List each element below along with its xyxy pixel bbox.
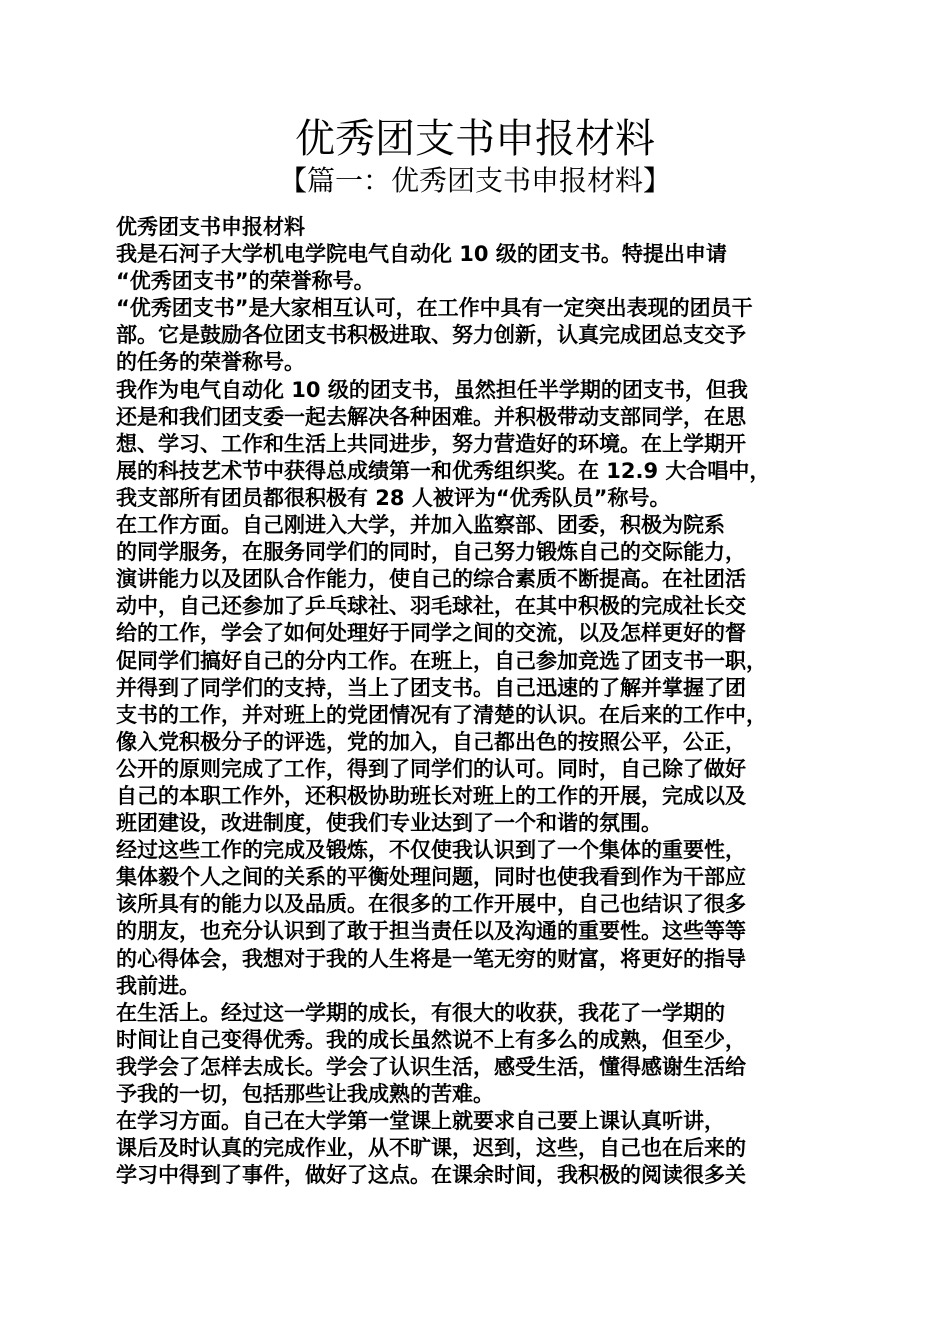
body-text-line: 动中，自己还参加了乒乓球社、羽毛球社，在其中积极的完成社长交	[116, 594, 746, 619]
body-text-line: 集体毅个人之间的关系的平衡处理问题，同时也使我看到作为干部应	[116, 865, 746, 890]
body-text-line: 我前进。	[116, 973, 200, 998]
body-text-line: 时间让自己变得优秀。我的成长虽然说不上有多么的成熟，但至少，	[116, 1027, 746, 1052]
body-text-line: 我是石河子大学机电学院电气自动化 10 级的团支书。特提出申请	[116, 242, 727, 267]
body-text-line: 班团建设，改进制度，使我们专业达到了一个和谐的氛围。	[116, 811, 662, 836]
document-body	[116, 214, 840, 1189]
body-text-line: 支书的工作，并对班上的党团情况有了清楚的认识。在后来的工作中，	[116, 702, 767, 727]
body-text-line: 的同学服务，在服务同学们的同时，自己努力锻炼自己的交际能力，	[116, 540, 746, 565]
document-subtitle: 【篇一：优秀团支书申报材料】	[278, 164, 671, 197]
body-text-line: 公开的原则完成了工作，得到了同学们的认可。同时，自己除了做好	[116, 756, 746, 781]
body-text-line: 在学习方面。自己在大学第一堂课上就要求自己要上课认真听讲，	[116, 1109, 725, 1134]
body-text-line: 我学会了怎样去成长。学会了认识生活，感受生活，懂得感谢生活给	[116, 1054, 746, 1079]
body-text-line: 的心得体会，我想对于我的人生将是一笔无穷的财富，将更好的指导	[116, 946, 746, 971]
body-text-line: 想、学习、工作和生活上共同进步，努力营造好的环境。在上学期开	[116, 431, 746, 456]
body-text-line: 该所具有的能力以及品质。在很多的工作开展中，自己也结识了很多	[116, 892, 746, 917]
body-text-line: 促同学们搞好自己的分内工作。在班上，自己参加竞选了团支书一职，	[116, 648, 767, 673]
body-text-line: 课后及时认真的完成作业，从不旷课，迟到，这些，自己也在后来的	[116, 1136, 746, 1161]
body-text-line: 我作为电气自动化 10 级的团支书，虽然担任半学期的团支书，但我	[116, 377, 748, 402]
document-title: 优秀团支书申报材料	[295, 116, 655, 162]
body-text-line: 我支部所有团员都很积极有 28 人被评为“优秀队员”称号。	[116, 485, 671, 510]
body-text-line: 还是和我们团支委一起去解决各种困难。并积极带动支部同学，在思	[116, 404, 746, 429]
body-text-line: 学习中得到了事件，做好了这点。在课余时间，我积极的阅读很多关	[116, 1163, 746, 1188]
body-text-line: 像入党积极分子的评选，党的加入，自己都出色的按照公平，公正，	[116, 729, 746, 754]
body-text-line: 在生活上。经过这一学期的成长，有很大的收获，我花了一学期的	[116, 1000, 725, 1025]
body-text-line: 展的科技艺术节中获得总成绩第一和优秀组织奖。在 12.9 大合唱中，	[116, 458, 771, 483]
body-text-line: 经过这些工作的完成及锻炼，不仅使我认识到了一个集体的重要性，	[116, 838, 746, 863]
body-text-line: 自己的本职工作外，还积极协助班长对班上的工作的开展，完成以及	[116, 783, 746, 808]
body-text-line: “优秀团支书”是大家相互认可，在工作中具有一定突出表现的团员干	[116, 296, 753, 321]
body-text-line: 并得到了同学们的支持，当上了团支书。自己迅速的了解并掌握了团	[116, 675, 746, 700]
body-text-line: 在工作方面。自己刚进入大学，并加入监察部、团委，积极为院系	[116, 513, 725, 538]
body-text-line: “优秀团支书”的荣誉称号。	[116, 269, 375, 294]
body-text-line: 优秀团支书申报材料	[116, 215, 305, 239]
body-text-line: 部。它是鼓励各位团支书积极进取、努力创新，认真完成团总支交予	[116, 323, 746, 348]
body-text-line: 的任务的荣誉称号。	[116, 350, 305, 375]
body-text-line: 的朋友，也充分认识到了敢于担当责任以及沟通的重要性。这些等等	[116, 919, 746, 944]
body-text-line: 予我的一切，包括那些让我成熟的苦难。	[116, 1082, 494, 1106]
body-text-line: 演讲能力以及团队合作能力，使自己的综合素质不断提高。在社团活	[116, 567, 746, 592]
body-text-line: 给的工作，学会了如何处理好于同学之间的交流，以及怎样更好的督	[116, 621, 746, 646]
